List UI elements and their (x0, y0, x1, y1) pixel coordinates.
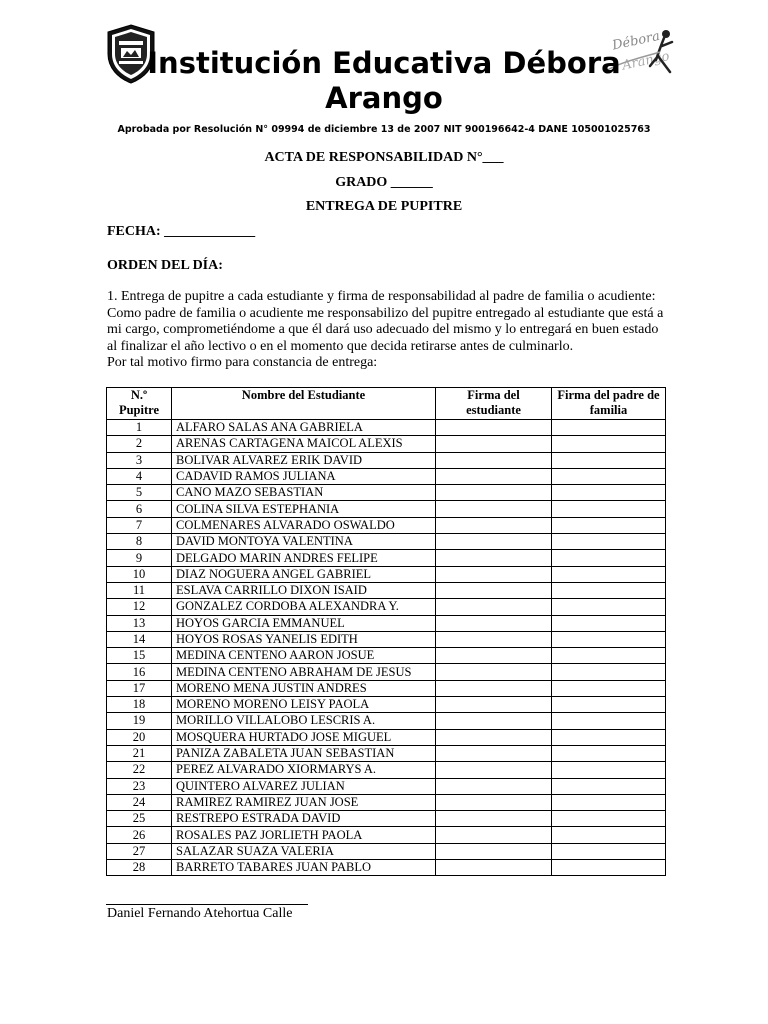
parent-signature-cell (552, 468, 666, 484)
student-name: PEREZ ALVARADO XIORMARYS A. (172, 762, 436, 778)
svg-text:Débora: Débora (610, 28, 662, 54)
header-nombre: Nombre del Estudiante (172, 388, 436, 420)
student-name: ALFARO SALAS ANA GABRIELA (172, 420, 436, 436)
table-row (107, 599, 666, 615)
table-row (107, 713, 666, 729)
table-row (107, 566, 666, 582)
parent-signature-cell (552, 680, 666, 696)
pupitre-number: 2 (107, 436, 172, 452)
table-row (107, 615, 666, 631)
roster-body (107, 420, 666, 876)
parent-signature-cell (552, 452, 666, 468)
parent-signature-cell (552, 762, 666, 778)
student-signature-cell (436, 648, 552, 664)
table-row (107, 664, 666, 680)
student-signature-cell (436, 697, 552, 713)
student-name: PANIZA ZABALETA JUAN SEBASTIAN (172, 745, 436, 761)
student-name: ROSALES PAZ JORLIETH PAOLA (172, 827, 436, 843)
parent-signature-cell (552, 615, 666, 631)
table-row (107, 697, 666, 713)
entrega-heading: ENTREGA DE PUPITRE (305, 199, 463, 214)
parent-signature-cell (552, 713, 666, 729)
parent-signature-cell (552, 697, 666, 713)
student-signature-cell (436, 794, 552, 810)
pupitre-number: 1 (107, 420, 172, 436)
svg-text:Arango: Arango (620, 48, 671, 74)
pupitre-number: 13 (107, 615, 172, 631)
pupitre-number: 8 (107, 534, 172, 550)
table-row (107, 827, 666, 843)
student-name: DELGADO MARIN ANDRES FELIPE (172, 550, 436, 566)
student-name: CADAVID RAMOS JULIANA (172, 468, 436, 484)
table-row (107, 485, 666, 501)
parent-signature-cell (552, 811, 666, 827)
student-signature-cell (436, 827, 552, 843)
parent-signature-cell (552, 648, 666, 664)
pupitre-number: 19 (107, 713, 172, 729)
student-signature-cell (436, 860, 552, 876)
student-signature-cell (436, 713, 552, 729)
parent-signature-cell (552, 550, 666, 566)
pupitre-number: 11 (107, 582, 172, 598)
table-row (107, 436, 666, 452)
student-name: ESLAVA CARRILLO DIXON ISAID (172, 582, 436, 598)
pupitre-number: 23 (107, 778, 172, 794)
fecha-line: FECHA: _____________ (107, 224, 256, 239)
student-signature-cell (436, 664, 552, 680)
approval-line: Aprobada por Resolución N° 09994 de diciembre 13 de 2007 NIT 900196642-4 DANE 105001025763 (117, 124, 651, 135)
student-name: MORILLO VILLALOBO LESCRIS A. (172, 713, 436, 729)
student-signature-cell (436, 452, 552, 468)
student-signature-cell (436, 631, 552, 647)
parent-signature-cell (552, 631, 666, 647)
student-signature-cell (436, 501, 552, 517)
student-name: MEDINA CENTENO AARON JOSUE (172, 648, 436, 664)
pupitre-number: 14 (107, 631, 172, 647)
grado-line: GRADO ______ (335, 175, 433, 190)
student-name: BARRETO TABARES JUAN PABLO (172, 860, 436, 876)
table-row (107, 420, 666, 436)
pupitre-number: 16 (107, 664, 172, 680)
parent-signature-cell (552, 436, 666, 452)
student-signature-cell (436, 778, 552, 794)
student-signature-cell (436, 729, 552, 745)
table-row (107, 501, 666, 517)
student-name: MOSQUERA HURTADO JOSE MIGUEL (172, 729, 436, 745)
table-row (107, 452, 666, 468)
student-name: GONZALEZ CORDOBA ALEXANDRA Y. (172, 599, 436, 615)
parent-signature-cell (552, 501, 666, 517)
table-row (107, 778, 666, 794)
pupitre-number: 28 (107, 860, 172, 876)
table-row (107, 468, 666, 484)
parent-signature-cell (552, 599, 666, 615)
table-row (107, 860, 666, 876)
table-row (107, 794, 666, 810)
student-signature-cell (436, 485, 552, 501)
student-name: RAMIREZ RAMIREZ JUAN JOSE (172, 794, 436, 810)
student-signature-cell (436, 436, 552, 452)
pupitre-number: 22 (107, 762, 172, 778)
table-row (107, 631, 666, 647)
student-name: MORENO MORENO LEISY PAOLA (172, 697, 436, 713)
pupitre-number: 6 (107, 501, 172, 517)
student-name: RESTREPO ESTRADA DAVID (172, 811, 436, 827)
student-signature-cell (436, 762, 552, 778)
student-name: HOYOS ROSAS YANELIS EDITH (172, 631, 436, 647)
student-signature-cell (436, 680, 552, 696)
student-signature-cell (436, 420, 552, 436)
parent-signature-cell (552, 534, 666, 550)
student-name: CANO MAZO SEBASTIAN (172, 485, 436, 501)
table-row (107, 729, 666, 745)
header-firma-estudiante: Firma del estudiante (436, 388, 552, 420)
pupitre-number: 27 (107, 843, 172, 859)
student-name: DIAZ NOGUERA ANGEL GABRIEL (172, 566, 436, 582)
pupitre-number: 15 (107, 648, 172, 664)
student-signature-cell (436, 517, 552, 533)
pupitre-number: 7 (107, 517, 172, 533)
table-row (107, 534, 666, 550)
student-name: SALAZAR SUAZA VALERIA (172, 843, 436, 859)
parent-signature-cell (552, 729, 666, 745)
header-firma-padre: Firma del padre de familia (552, 388, 666, 420)
responsibility-paragraph (107, 289, 665, 372)
student-name: COLINA SILVA ESTEPHANIA (172, 501, 436, 517)
student-signature-cell (436, 534, 552, 550)
student-name: MEDINA CENTENO ABRAHAM DE JESUS (172, 664, 436, 680)
parent-signature-cell (552, 794, 666, 810)
student-signature-cell (436, 566, 552, 582)
parent-signature-cell (552, 843, 666, 859)
table-row (107, 582, 666, 598)
student-roster-table (106, 387, 666, 876)
parent-signature-cell (552, 827, 666, 843)
table-row (107, 811, 666, 827)
signatory-name: Daniel Fernando Atehortua Calle (107, 906, 293, 921)
parent-signature-cell (552, 582, 666, 598)
table-row (107, 648, 666, 664)
table-row (107, 843, 666, 859)
pupitre-number: 4 (107, 468, 172, 484)
pupitre-number: 24 (107, 794, 172, 810)
parent-signature-cell (552, 745, 666, 761)
institution-title: Institución Educativa Débora Arango (147, 46, 621, 115)
header-pupitre: N.º Pupitre (107, 388, 172, 420)
student-name: COLMENARES ALVARADO OSWALDO (172, 517, 436, 533)
table-header-row (107, 388, 666, 420)
student-name: DAVID MONTOYA VALENTINA (172, 534, 436, 550)
parent-signature-cell (552, 860, 666, 876)
student-name: MORENO MENA JUSTIN ANDRES (172, 680, 436, 696)
student-name: BOLIVAR ALVAREZ ERIK DAVID (172, 452, 436, 468)
table-row (107, 550, 666, 566)
student-signature-cell (436, 811, 552, 827)
pupitre-number: 5 (107, 485, 172, 501)
paragraph-main: 1. Entrega de pupitre a cada estudiante y firma de responsabilidad al padre de familia o acudiente: Como padre de familia o acudiente me responsabilizo del pupitre entregado al estudiante que está a mi cargo, comprometiéndome a que él dará uso adecuado del mismo y lo entregará en buen estado al finalizar el año lectivo o en el momento que decida retirarse antes de culminarlo. (107, 289, 664, 354)
parent-signature-cell (552, 517, 666, 533)
acta-title: ACTA DE RESPONSABILIDAD N°___ (264, 150, 504, 165)
student-signature-cell (436, 582, 552, 598)
pupitre-number: 3 (107, 452, 172, 468)
student-signature-cell (436, 615, 552, 631)
parent-signature-cell (552, 778, 666, 794)
student-signature-cell (436, 599, 552, 615)
paragraph-closing: Por tal motivo firmo para constancia de entrega: (107, 355, 378, 370)
pupitre-number: 18 (107, 697, 172, 713)
pupitre-number: 10 (107, 566, 172, 582)
table-row (107, 680, 666, 696)
student-signature-cell (436, 745, 552, 761)
parent-signature-cell (552, 485, 666, 501)
student-signature-cell (436, 843, 552, 859)
table-row (107, 762, 666, 778)
pupitre-number: 26 (107, 827, 172, 843)
student-signature-cell (436, 468, 552, 484)
pupitre-number: 20 (107, 729, 172, 745)
table-row (107, 517, 666, 533)
pupitre-number: 17 (107, 680, 172, 696)
parent-signature-cell (552, 566, 666, 582)
table-row (107, 745, 666, 761)
parent-signature-cell (552, 420, 666, 436)
student-name: HOYOS GARCIA EMMANUEL (172, 615, 436, 631)
pupitre-number: 12 (107, 599, 172, 615)
signature-line (106, 904, 308, 905)
pupitre-number: 25 (107, 811, 172, 827)
student-signature-cell (436, 550, 552, 566)
student-name: QUINTERO ALVAREZ JULIAN (172, 778, 436, 794)
orden-del-dia-heading: ORDEN DEL DÍA: (107, 258, 223, 273)
parent-signature-cell (552, 664, 666, 680)
student-name: ARENAS CARTAGENA MAICOL ALEXIS (172, 436, 436, 452)
pupitre-number: 21 (107, 745, 172, 761)
pupitre-number: 9 (107, 550, 172, 566)
